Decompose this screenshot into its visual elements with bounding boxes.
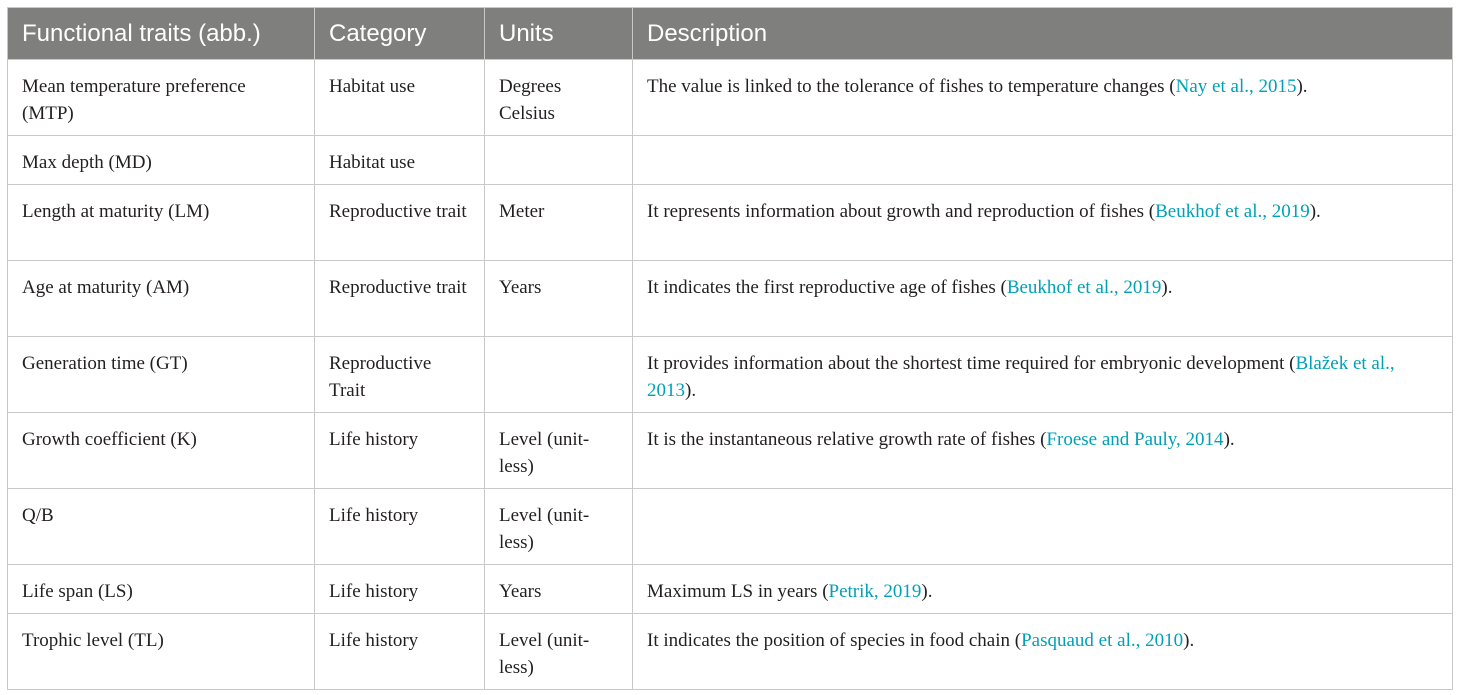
header-units: Units	[485, 8, 633, 60]
table-row	[8, 261, 1453, 337]
units-cell: Level (unit-less)	[485, 413, 633, 489]
table-row	[8, 60, 1453, 136]
description-cell	[633, 337, 1453, 413]
table-row	[8, 489, 1453, 565]
description-text: It is the instantaneous relative growth rate of fishes (	[647, 429, 1047, 450]
description-text: It provides information about the shortest time required for embryonic development (	[647, 353, 1296, 374]
citation-link[interactable]: Nay et al., 2015	[1175, 76, 1297, 97]
units-cell: Level (unit-less)	[485, 489, 633, 565]
header-description: Description	[633, 8, 1453, 60]
description-text: Maximum LS in years (	[647, 581, 829, 602]
units-cell: Level (unit-less)	[485, 614, 633, 690]
description-text: It represents information about growth and reproduction of fishes (	[647, 201, 1156, 222]
units-cell	[485, 136, 633, 185]
citation-link[interactable]: Pasquaud et al., 2010	[1021, 630, 1184, 651]
trait-cell: Generation time (GT)	[8, 337, 315, 413]
description-cell	[633, 489, 1453, 565]
functional-traits-table	[7, 7, 1453, 690]
citation-link[interactable]: Beukhof et al., 2019	[1006, 277, 1162, 298]
category-cell: Life history	[315, 614, 485, 690]
category-cell: Life history	[315, 489, 485, 565]
trait-cell: Max depth (MD)	[8, 136, 315, 185]
category-cell: Reproductive trait	[315, 261, 485, 337]
description-cell	[633, 565, 1453, 614]
category-cell: Reproductive trait	[315, 185, 485, 261]
units-cell: Degrees Celsius	[485, 60, 633, 136]
description-text: It indicates the first reproductive age of fishes (	[647, 277, 1007, 298]
citation-link[interactable]: Beukhof et al., 2019	[1155, 201, 1310, 222]
description-cell	[633, 136, 1453, 185]
table-row	[8, 185, 1453, 261]
table-header-row	[8, 8, 1453, 60]
description-text: It indicates the position of species in food chain (	[647, 630, 1022, 651]
description-cell	[633, 413, 1453, 489]
header-category: Category	[315, 8, 485, 60]
description-text-end: ).	[1223, 429, 1235, 450]
description-text-end: ).	[1161, 277, 1173, 298]
description-cell	[633, 60, 1453, 136]
citation-link[interactable]: Blažek et al., 2013	[647, 353, 1395, 401]
description-text-end: ).	[1296, 76, 1308, 97]
category-cell: Life history	[315, 413, 485, 489]
trait-cell: Length at maturity (LM)	[8, 185, 315, 261]
trait-cell: Growth coefficient (K)	[8, 413, 315, 489]
units-cell	[485, 337, 633, 413]
description-cell	[633, 261, 1453, 337]
traits-table-container	[7, 7, 1452, 690]
description-text-end: ).	[1309, 201, 1321, 222]
trait-cell: Trophic level (TL)	[8, 614, 315, 690]
trait-cell: Life span (LS)	[8, 565, 315, 614]
trait-cell: Q/B	[8, 489, 315, 565]
description-text-end: ).	[1183, 630, 1195, 651]
trait-cell: Mean temperature preference (MTP)	[8, 60, 315, 136]
table-row	[8, 136, 1453, 185]
description-cell	[633, 614, 1453, 690]
table-row	[8, 565, 1453, 614]
category-cell: Habitat use	[315, 136, 485, 185]
table-row	[8, 614, 1453, 690]
category-cell: Habitat use	[315, 60, 485, 136]
units-cell: Years	[485, 565, 633, 614]
table-row	[8, 337, 1453, 413]
header-functional-traits: Functional traits (abb.)	[8, 8, 315, 60]
category-cell: Life history	[315, 565, 485, 614]
units-cell: Meter	[485, 185, 633, 261]
units-cell: Years	[485, 261, 633, 337]
citation-link[interactable]: Froese and Pauly, 2014	[1046, 429, 1224, 450]
category-cell: Reproductive Trait	[315, 337, 485, 413]
description-text-end: ).	[685, 380, 697, 401]
table-row	[8, 413, 1453, 489]
description-cell	[633, 185, 1453, 261]
trait-cell: Age at maturity (AM)	[8, 261, 315, 337]
description-text-end: ).	[921, 581, 933, 602]
citation-link[interactable]: Petrik, 2019	[828, 581, 922, 602]
description-text: The value is linked to the tolerance of fishes to temperature changes (	[647, 76, 1176, 97]
